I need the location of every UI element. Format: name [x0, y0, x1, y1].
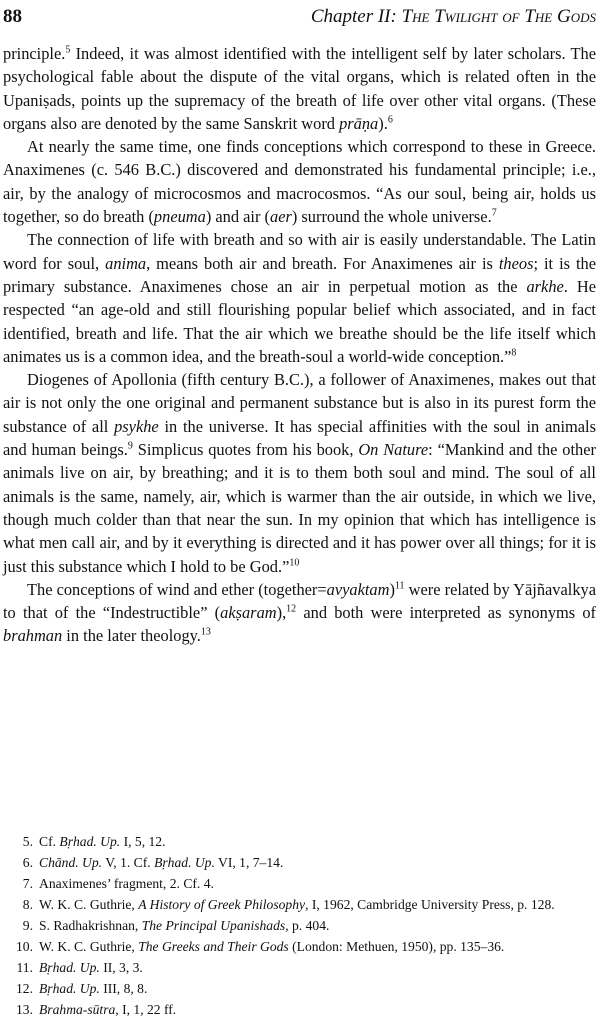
text-run: S. Radhakrishnan, [39, 918, 142, 933]
text-run: Anaximenes’ fragment, 2. Cf. 4. [39, 876, 214, 891]
text-run: in the later theology. [62, 626, 201, 646]
footnote [3, 980, 596, 997]
text-run: At nearly the same time, one finds conceptions which correspond to these in Greece. Anaximenes (c. 546 B.C.) discovered and demonstrated his fundamental principle; i.e., air, by the analogy of microcosmos and macrocosmos. “As our soul, being air, holds us together, so do breath ( [3, 137, 596, 227]
italic-text: On Nature [358, 440, 429, 460]
footnote-text [39, 896, 596, 913]
text-run: W. K. C. Guthrie, [39, 939, 139, 954]
page-header [0, 2, 596, 32]
italic-text: Bṛhad. Up. [39, 981, 100, 996]
text-run: , I, 1, 22 ff. [115, 1002, 177, 1017]
italic-text: The Principal Upanishads [141, 918, 286, 933]
italic-text: Bṛhad. Up. [154, 855, 215, 870]
italic-text: Chānd. Up. [39, 855, 103, 870]
italic-text: Brahma-sūtra [39, 1002, 116, 1017]
footnote-text [39, 959, 596, 976]
footnote-reference: 9 [127, 440, 133, 452]
footnote-reference: 11 [394, 580, 405, 592]
italic-text: avyaktam [326, 579, 390, 599]
text-run: , I, 1962, Cambridge University Press, p. 128. [305, 897, 555, 912]
text-run: in the universe. It has special affinities with the soul in animals and human beings. [3, 416, 596, 460]
chapter-title: The Twilight of The Gods [401, 6, 596, 27]
footnote-text [39, 875, 596, 892]
footnote-text [39, 1001, 596, 1018]
footnote-text [39, 854, 596, 871]
italic-text: akṣaram [220, 603, 277, 623]
footnotes [3, 833, 596, 1022]
paragraph [3, 228, 596, 368]
footnote-number: 9. [22, 918, 33, 933]
italic-text: Bṛhad. Up. [39, 960, 100, 975]
italic-text: A History of Greek Philosophy [138, 897, 306, 912]
italic-text: The Greeks and Their Gods [138, 939, 289, 954]
text-run: Simplicus quotes from his book, [132, 440, 359, 460]
text-run: : “Mankind and the other animals live on air, by breathing; and it is to them both soul and mind. The soul of all animals is the same, namely, air, which is warmer than the air outside, in which we live, though much colder than that near the sun. In my opinion that which has intelligence is what men call air, and by it everything is directed and it has power over all things; for it is just this substance which I hold to be God.” [3, 440, 596, 576]
footnote-reference: 8 [511, 347, 517, 359]
italic-text: arkhe [526, 276, 564, 296]
text-run: W. K. C. Guthrie, [39, 897, 139, 912]
footnote-reference: 6 [387, 114, 393, 126]
footnote [3, 896, 596, 913]
text-run: V, 1. Cf. [102, 855, 155, 870]
text-run: Diogenes of Apollonia (fifth century B.C.), a follower of Anaximenes, makes out that air is not only the one original and permanent substance but is also in its purest form the substance of all [3, 370, 596, 436]
text-run: Cf. [39, 834, 60, 849]
text-run: . He respected “an age-old and still flourishing popular belief which associated, and in fact identified, breath and life. That the air which we breathe should be the life itself which animates us is a common idea, and the breath-soul a world-wide conception.” [3, 276, 596, 366]
italic-text: prāṇa [339, 113, 379, 133]
footnote-number: 6. [22, 855, 33, 870]
footnote-reference: 12 [286, 603, 297, 615]
footnote-number: 12. [16, 981, 33, 996]
text-run: II, 3, 3. [99, 960, 143, 975]
page-number: 88 [3, 6, 22, 27]
footnote [3, 917, 596, 934]
italic-text: aer [270, 207, 292, 227]
text-run: and both were interpreted as synonyms of [296, 603, 596, 623]
text-run: ) [389, 579, 395, 599]
footnote-text [39, 833, 596, 850]
text-run: ; it is the primary substance. Anaximenes chose an air in perpetual motion as the [3, 253, 596, 296]
text-run: The conceptions of wind and ether (together= [27, 579, 327, 599]
footnote-text [39, 980, 596, 997]
footnote-reference: 5 [65, 44, 71, 56]
footnote-number: 8. [22, 897, 33, 912]
footnote-number: 10. [16, 939, 33, 954]
footnote-number: 13. [16, 1002, 33, 1017]
paragraph [3, 42, 596, 135]
footnote-number: 11. [16, 960, 33, 975]
paragraph [3, 135, 596, 228]
text-run: ). [378, 113, 388, 133]
footnote [3, 854, 596, 871]
footnote-text [39, 938, 596, 955]
footnote-number: 5. [22, 834, 33, 849]
chapter-label: Chapter II: [310, 6, 402, 27]
text-run: ), [276, 603, 287, 623]
footnote [3, 1001, 596, 1018]
text-run: VI, 1, 7–14. [214, 855, 284, 870]
text-run: (London: Methuen, 1950), pp. 135–36. [288, 939, 505, 954]
text-run: Indeed, it was almost identified with the intelligent self by later scholars. The psychological fable about the dispute of the vital organs, which is related often in the Upaniṣads, points up the supremacy of the breath of life over other vital organs. (These organs also are denoted by the same Sanskrit word [3, 44, 596, 133]
footnote-reference: 10 [289, 557, 300, 569]
footnote [3, 959, 596, 976]
italic-text: theos [498, 253, 534, 273]
footnote [3, 833, 596, 850]
text-run: ) surround the whole universe. [291, 207, 492, 227]
text-run: , p. 404. [285, 918, 330, 933]
text-run: were related by Yājñavalkya to that of the “Indestructible” ( [3, 579, 596, 623]
italic-text: brahman [3, 626, 63, 646]
footnote [3, 938, 596, 955]
text-run: , means both air and breath. For Anaximenes air is [146, 253, 499, 273]
text-run: principle. [3, 44, 66, 63]
paragraph [3, 368, 596, 578]
text-run: The connection of life with breath and so with air is easily understandable. The Latin word for soul, [3, 230, 596, 273]
footnote [3, 875, 596, 892]
footnote-reference: 7 [491, 207, 497, 219]
italic-text: psykhe [114, 416, 159, 436]
text-run: ) and air ( [205, 207, 270, 227]
body-text [3, 42, 596, 648]
text-run: I, 5, 12. [120, 834, 166, 849]
footnote-reference: 13 [200, 626, 211, 638]
text-run: III, 8, 8. [99, 981, 148, 996]
italic-text: Bṛhad. Up. [59, 834, 121, 849]
paragraph [3, 578, 596, 648]
italic-text: pneuma [153, 207, 206, 227]
running-head [311, 2, 596, 32]
footnote-number: 7. [22, 876, 33, 891]
italic-text: anima [105, 253, 147, 273]
footnote-text [39, 917, 596, 934]
